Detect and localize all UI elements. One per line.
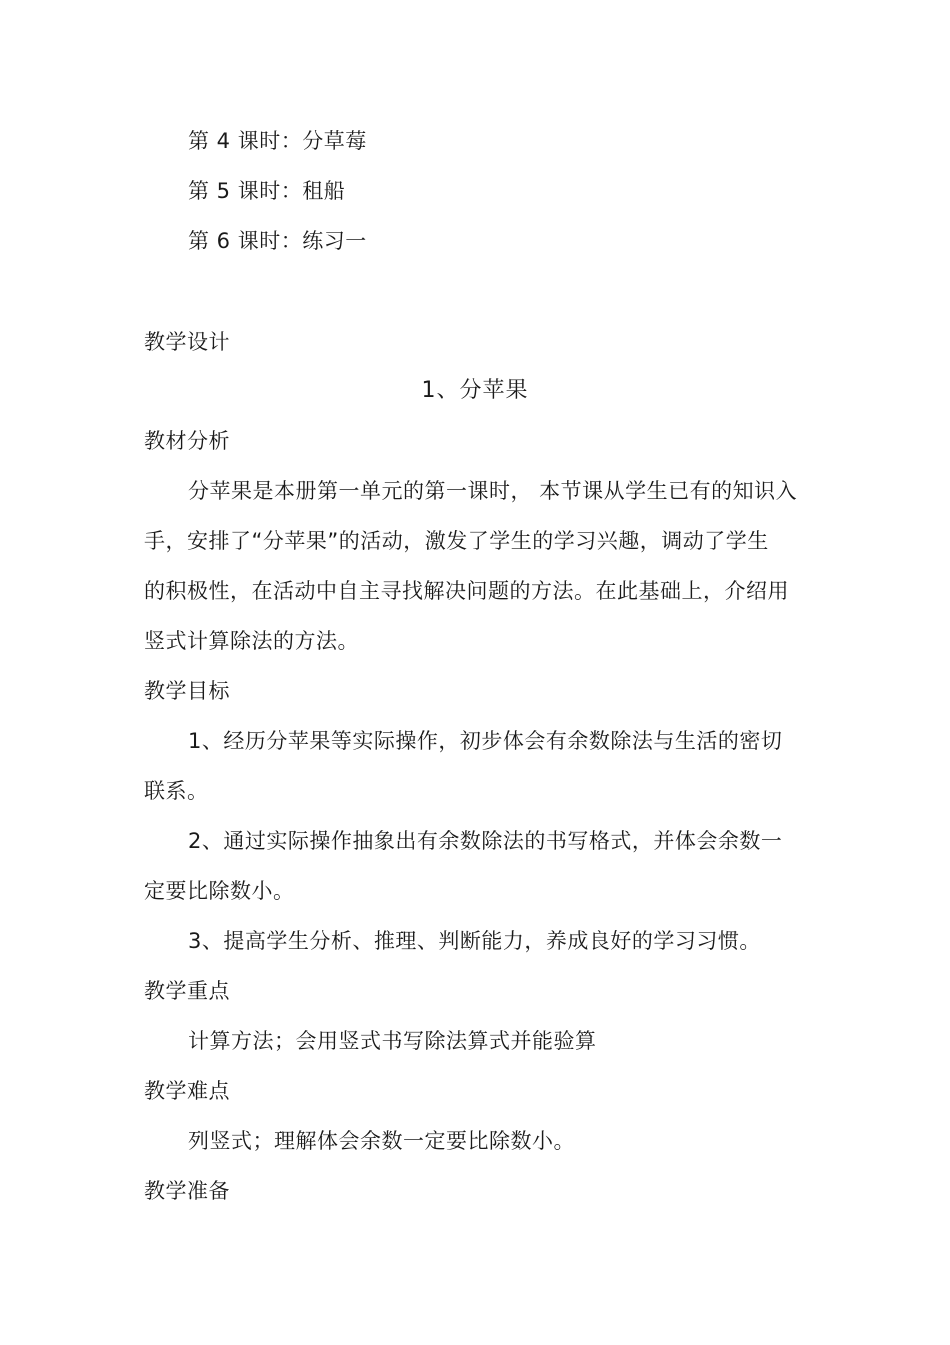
goal-2-line-2: 定要比除数小。 — [144, 879, 295, 903]
goal-2-line-1: 2、通过实际操作抽象出有余数除法的书写格式，并体会余数一 — [188, 829, 783, 853]
lesson-item-5: 第 5 课时：租船 — [188, 179, 346, 203]
material-heading: 教材分析 — [144, 429, 230, 453]
goal-1-line-2: 联系。 — [144, 779, 209, 803]
lesson-item-6: 第 6 课时：练习一 — [188, 229, 367, 253]
preparation-heading: 教学准备 — [144, 1179, 230, 1203]
difficulties-text: 列竖式；理解体会余数一定要比除数小。 — [188, 1129, 575, 1153]
goal-3-line-1: 3、提高学生分析、推理、判断能力，养成良好的学习习惯。 — [188, 929, 761, 953]
lesson-item-4: 第 4 课时：分草莓 — [188, 129, 367, 153]
key-points-text: 计算方法；会用竖式书写除法算式并能验算 — [188, 1029, 597, 1053]
goals-heading: 教学目标 — [144, 679, 230, 703]
key-points-heading: 教学重点 — [144, 979, 230, 1003]
goal-1-line-1: 1、经历分苹果等实际操作，初步体会有余数除法与生活的密切 — [188, 729, 783, 753]
material-line-1: 分苹果是本册第一单元的第一课时， 本节课从学生已有的知识入 — [188, 479, 798, 503]
material-line-2: 手，安排了“分苹果”的活动，激发了学生的学习兴趣，调动了学生 — [144, 529, 769, 553]
difficulties-heading: 教学难点 — [144, 1079, 230, 1103]
design-heading: 教学设计 — [144, 330, 230, 354]
material-line-4: 竖式计算除法的方法。 — [144, 629, 359, 653]
lesson-title: 1、分苹果 — [421, 378, 529, 403]
material-line-3: 的积极性，在活动中自主寻找解决问题的方法。在此基础上，介绍用 — [144, 579, 789, 603]
